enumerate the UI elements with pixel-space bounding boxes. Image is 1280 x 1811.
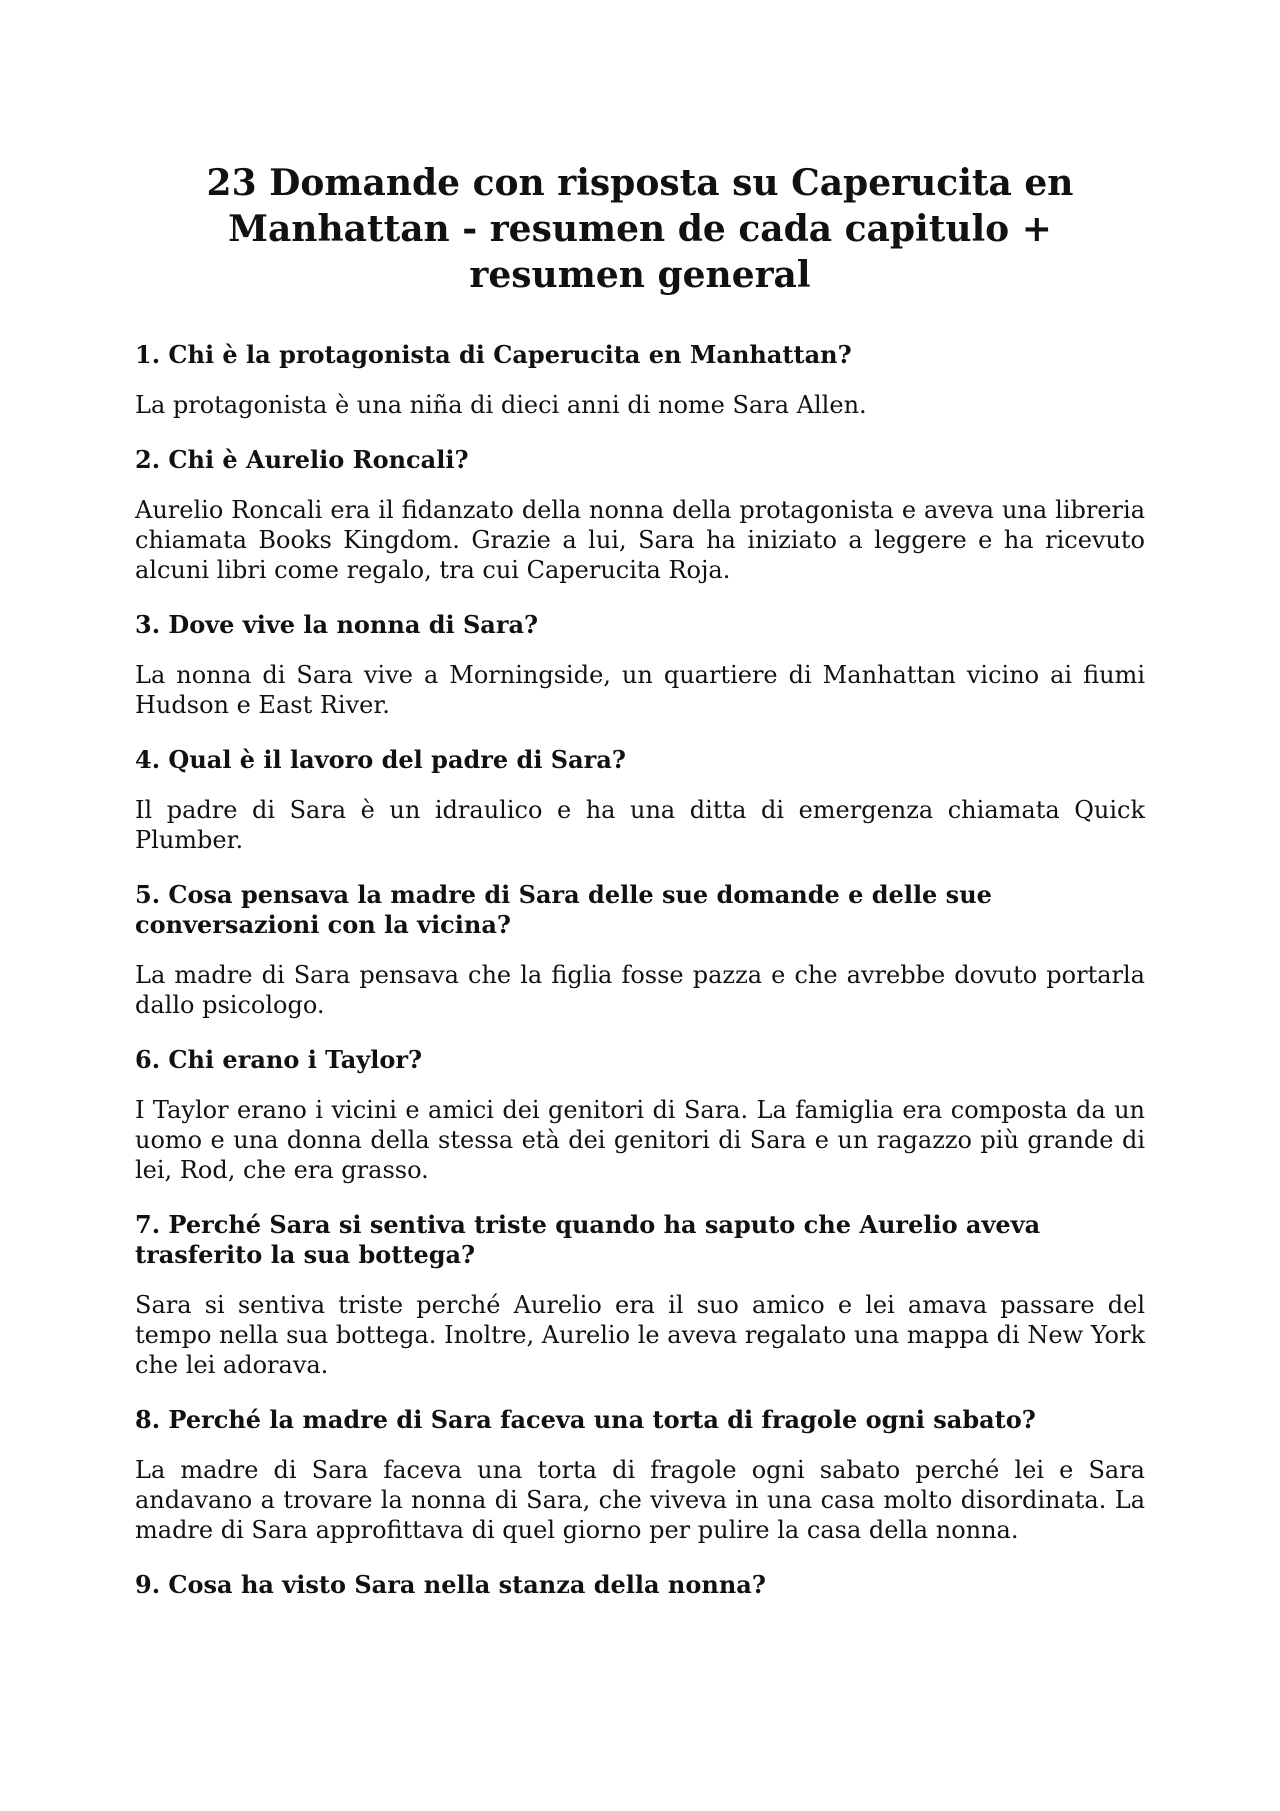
question-6: 6. Chi erano i Taylor? [135, 1045, 423, 1074]
qa-item-9 [135, 1570, 1145, 1600]
question-7: 7. Perché Sara si sentiva triste quando ha saputo che Aurelio aveva trasferito la sua bottega? [135, 1210, 1041, 1269]
question-3: 3. Dove vive la nonna di Sara? [135, 610, 539, 639]
question-9: 9. Cosa ha visto Sara nella stanza della nonna? [135, 1570, 766, 1599]
answer-8: La madre di Sara faceva una torta di fragole ogni sabato perché lei e Sara andavano a trovare la nonna di Sara, che viveva in una casa molto disordinata. La madre di Sara approfittava di quel giorno per pulire la casa della nonna. [135, 1456, 1145, 1544]
qa-item-1 [135, 340, 1145, 420]
answer-1: La protagonista è una niña di dieci anni di nome Sara Allen. [135, 391, 867, 419]
question-5: 5. Cosa pensava la madre di Sara delle sue domande e delle sue conversazioni con la vicina? [135, 880, 992, 939]
question-1: 1. Chi è la protagonista di Caperucita en Manhattan? [135, 340, 852, 369]
qa-item-4 [135, 745, 1145, 855]
answer-6: I Taylor erano i vicini e amici dei genitori di Sara. La famiglia era composta da un uomo e una donna della stessa età dei genitori di Sara e un ragazzo più grande di lei, Rod, che era grasso. [135, 1096, 1145, 1184]
qa-item-3 [135, 610, 1145, 720]
answer-2: Aurelio Roncali era il fidanzato della nonna della protagonista e aveva una libreria chiamata Books Kingdom. Grazie a lui, Sara ha iniziato a leggere e ha ricevuto alcuni libri come regalo, tra cui Caperucita Roja. [135, 496, 1145, 584]
qa-item-5 [135, 880, 1145, 1020]
qa-item-7 [135, 1210, 1145, 1380]
answer-5: La madre di Sara pensava che la figlia fosse pazza e che avrebbe dovuto portarla dallo psicologo. [135, 961, 1145, 1019]
question-2: 2. Chi è Aurelio Roncali? [135, 445, 469, 474]
document-title: 23 Domande con risposta su Caperucita en Manhattan - resumen de cada capitulo + resumen general [206, 162, 1074, 296]
qa-item-2 [135, 445, 1145, 585]
answer-3: La nonna di Sara vive a Morningside, un quartiere di Manhattan vicino ai fiumi Hudson e East River. [135, 661, 1145, 719]
qa-item-6 [135, 1045, 1145, 1185]
answer-7: Sara si sentiva triste perché Aurelio era il suo amico e lei amava passare del tempo nella sua bottega. Inoltre, Aurelio le aveva regalato una mappa di New York che lei adorava. [135, 1291, 1145, 1379]
question-4: 4. Qual è il lavoro del padre di Sara? [135, 745, 626, 774]
answer-4: Il padre di Sara è un idraulico e ha una ditta di emergenza chiamata Quick Plumber. [135, 796, 1145, 854]
document-page [135, 160, 1145, 1620]
qa-item-8 [135, 1405, 1145, 1545]
question-8: 8. Perché la madre di Sara faceva una torta di fragole ogni sabato? [135, 1405, 1036, 1434]
